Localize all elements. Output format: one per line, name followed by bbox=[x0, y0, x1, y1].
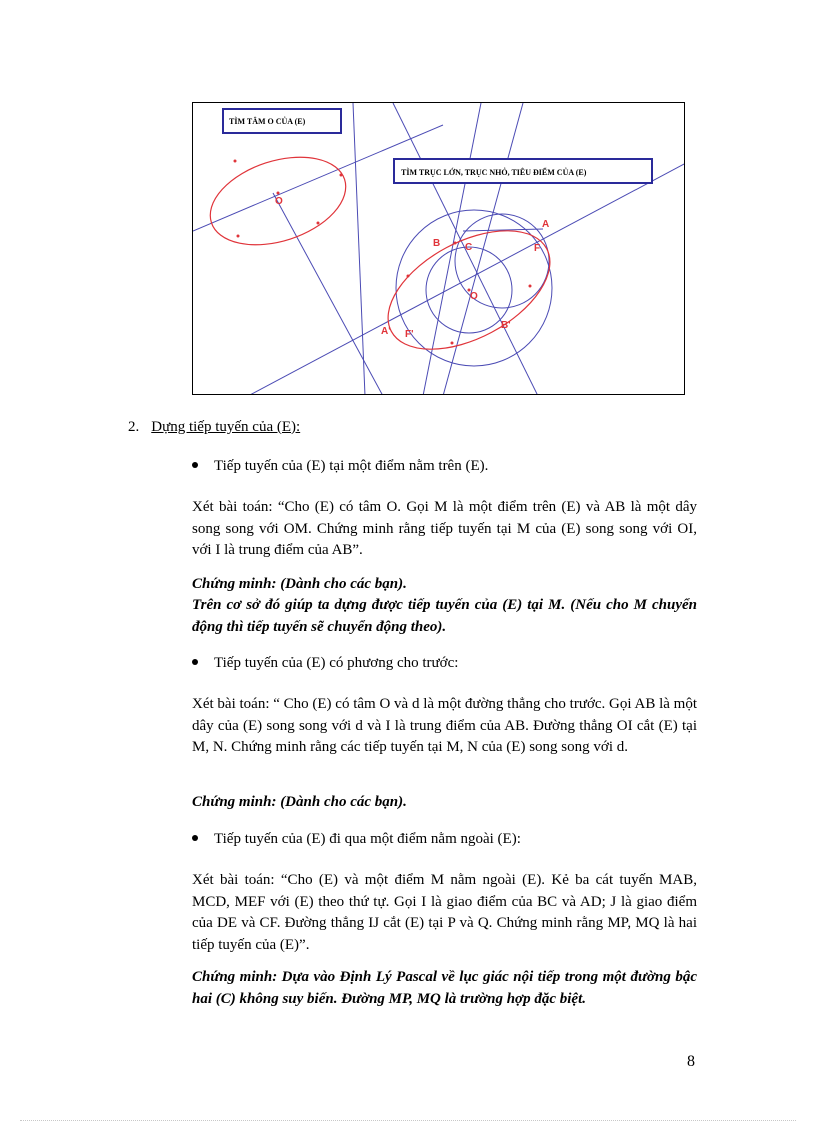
point bbox=[451, 342, 454, 345]
proof-3: Chứng minh: Dựa vào Định Lý Pascal về lục giác nội tiếp trong một đường bậc hai (C) không suy biến. Đường MP, MQ là trường hợp đặc biệt. bbox=[192, 969, 697, 1007]
point bbox=[237, 235, 240, 238]
label-A: A bbox=[542, 219, 550, 230]
box-find-center-text: TÌM TÂM O CỦA (E) bbox=[229, 117, 306, 126]
label-F-prime: F' bbox=[405, 329, 414, 340]
line-right-steep-2 bbox=[423, 103, 481, 395]
section-title: Dựng tiếp tuyến của (E): bbox=[151, 419, 301, 435]
label-O-right: O bbox=[470, 291, 478, 302]
label-O-left: O bbox=[275, 196, 283, 207]
geometry-figure bbox=[192, 102, 685, 395]
paragraph-1: Xét bài toán: “Cho (E) có tâm O. Gọi M là một điểm trên (E) và AB là một dây song song với OM. Chứng minh rằng tiếp tuyến tại M của (E) song song với OI, với I là trung điểm của AB”. bbox=[192, 499, 697, 558]
label-F: F bbox=[534, 243, 541, 254]
proof-1-line-1: Chứng minh: (Dành cho các bạn). bbox=[192, 576, 407, 592]
section-number: 2. bbox=[128, 419, 140, 435]
point bbox=[407, 275, 410, 278]
box-find-axes-text: TÌM TRỤC LỚN, TRỤC NHỎ, TIÊU ĐIỂM CỦA (E) bbox=[401, 168, 587, 177]
point bbox=[277, 192, 280, 195]
point bbox=[340, 174, 343, 177]
bullet-text-1: Tiếp tuyến của (E) tại một điểm nằm trên (E). bbox=[214, 458, 489, 474]
bullet-dot-icon bbox=[192, 462, 198, 468]
circle-large bbox=[396, 210, 552, 366]
proof-2: Chứng minh: (Dành cho các bạn). bbox=[192, 794, 407, 810]
bullet-item-2 bbox=[192, 655, 458, 672]
line-major-axis bbox=[248, 163, 685, 395]
line-left-diagonal bbox=[273, 193, 383, 395]
page-number: 8 bbox=[687, 1053, 695, 1070]
point bbox=[317, 222, 320, 225]
point bbox=[529, 285, 532, 288]
bullet-item-1 bbox=[192, 458, 488, 475]
section-heading bbox=[128, 419, 300, 436]
bullet-dot-icon bbox=[192, 659, 198, 665]
label-B-prime: B' bbox=[501, 320, 511, 331]
paragraph-2: Xét bài toán: “ Cho (E) có tâm O và d là một đường thẳng cho trước. Gọi AB là một dây của (E) song song với d và I là trung điểm của AB. Đường thẳng OI cắt (E) tại M, N. Chứng minh rằng các tiếp tuyến tại M, N của (E) song song với d. bbox=[192, 696, 697, 755]
figure-svg bbox=[193, 103, 685, 395]
proof-1-line-2: Trên cơ sở đó giúp ta dựng được tiếp tuyến của (E) tại M. (Nếu cho M chuyển động thì tiếp tuyến sẽ chuyển động theo). bbox=[192, 597, 697, 635]
label-C: C bbox=[465, 242, 473, 253]
footer-divider bbox=[20, 1120, 796, 1121]
bullet-text-2: Tiếp tuyến của (E) có phương cho trước: bbox=[214, 655, 459, 671]
bullet-item-3 bbox=[192, 831, 521, 848]
label-B: B bbox=[433, 238, 441, 249]
bullet-dot-icon bbox=[192, 835, 198, 841]
paragraph-3: Xét bài toán: “Cho (E) và một điểm M nằm ngoài (E). Kẻ ba cát tuyến MAB, MCD, MEF với (E) theo thứ tự. Gọi I là giao điểm của BC và AD; J là giao điểm của DE và CF. Đường thẳng IJ cắt (E) tại P và Q. Chứng minh rằng MP, MQ là hai tiếp tuyến của (E)”. bbox=[192, 872, 697, 953]
bullet-text-3: Tiếp tuyến của (E) đi qua một điểm nằm ngoài (E): bbox=[214, 831, 521, 847]
point bbox=[234, 160, 237, 163]
label-A-prime: A' bbox=[381, 326, 391, 337]
point bbox=[454, 242, 457, 245]
